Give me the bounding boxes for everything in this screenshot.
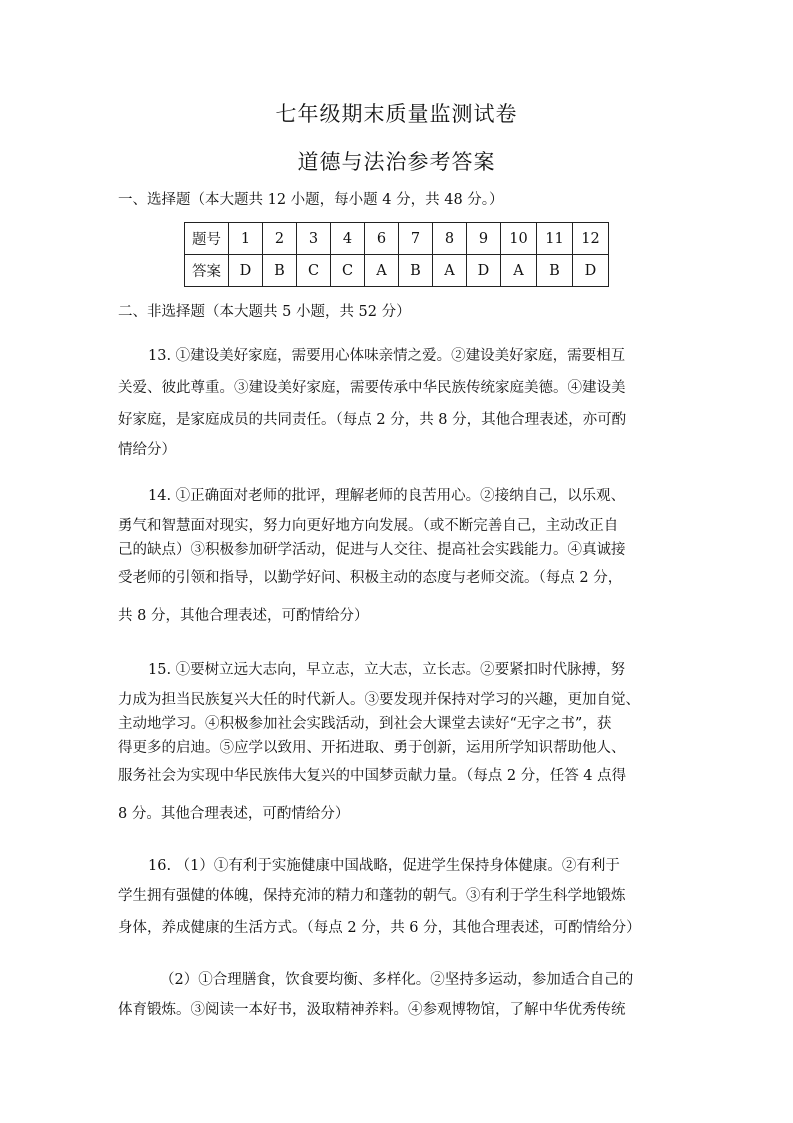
q14-line: 14. ①正确面对老师的批评，理解老师的良苦用心。②接纳自己，以乐观、: [148, 488, 626, 504]
table-cell-answer: A: [433, 255, 467, 287]
q13-line: 13. ①建设美好家庭，需要用心体味亲情之爱。②建设美好家庭，需要相互: [148, 348, 626, 364]
table-cell-number: 8: [433, 223, 467, 255]
table-cell-answer: A: [501, 255, 537, 287]
q16-part1-line: 16. （1）①有利于实施健康中国战略，促进学生保持身体健康。②有利于: [148, 858, 620, 874]
q15-line: 主动地学习。④积极参加社会实践活动，到社会大课堂去读好“无字之书”，获: [118, 716, 612, 732]
q16-part2-line: 体育锻炼。③阅读一本好书，汲取精神养料。④参观博物馆，了解中华优秀传统: [118, 1002, 626, 1018]
table-cell-answer: C: [297, 255, 331, 287]
q15-line: 8 分。其他合理表述，可酌情给分）: [118, 806, 350, 822]
table-cell-answer: B: [537, 255, 573, 287]
q16-part1-line: 身体，养成健康的生活方式。（每点 2 分，共 6 分，其他合理表述，可酌情给分）: [118, 920, 641, 936]
q14-line: 受老师的引领和指导，以勤学好问、积极主动的态度与老师交流。（每点 2 分，: [118, 570, 623, 586]
table-cell-number: 3: [297, 223, 331, 255]
q16-part1-line: 学生拥有强健的体魄，保持充沛的精力和蓬勃的朝气。③有利于学生科学地锻炼: [118, 888, 626, 904]
table-cell-number: 9: [467, 223, 501, 255]
q16-part2-line: （2）①合理膳食，饮食要均衡、多样化。②坚持多运动，参加适合自己的: [160, 972, 634, 988]
table-cell-label: 答案: [185, 255, 229, 287]
q13-line: 好家庭，是家庭成员的共同责任。（每点 2 分，共 8 分，其他合理表述，亦可酌: [118, 412, 627, 428]
table-cell-number: 11: [537, 223, 573, 255]
q14-line: 己的缺点）③积极参加研学活动，促进与人交往、提高社会实践能力。④真诚接: [118, 542, 626, 558]
table-cell-number: 12: [573, 223, 609, 255]
q14-line: 勇气和智慧面对现实，努力向更好地方向发展。（或不断完善自己，主动改正自: [118, 518, 619, 534]
table-cell-number: 6: [365, 223, 399, 255]
table-cell-answer: D: [229, 255, 263, 287]
q13-line: 关爱、彼此尊重。③建设美好家庭，需要传承中华民族传统家庭美德。④建设美: [118, 380, 626, 396]
section1-heading: 一、选择题（本大题共 12 小题，每小题 4 分，共 48 分。）: [118, 192, 504, 208]
table-cell-answer: D: [573, 255, 609, 287]
table-cell-number: 7: [399, 223, 433, 255]
table-cell-number: 10: [501, 223, 537, 255]
section2-heading: 二、非选择题（本大题共 5 小题，共 52 分）: [118, 304, 411, 320]
table-cell-number: 1: [229, 223, 263, 255]
q15-line: 15. ①要树立远大志向，早立志，立大志，立长志。②要紧扣时代脉搏，努: [148, 662, 626, 678]
table-cell-number: 4: [331, 223, 365, 255]
table-cell-answer: D: [467, 255, 501, 287]
q13-line: 情给分）: [118, 442, 176, 458]
q15-line: 得更多的启迪。⑤应学以致用、开拓进取、勇于创新，运用所学知识帮助他人、: [118, 740, 626, 756]
table-cell-answer: A: [365, 255, 399, 287]
exam-subtitle: 道德与法治参考答案: [297, 150, 496, 174]
q14-line: 共 8 分，其他合理表述，可酌情给分）: [118, 608, 369, 624]
table-cell-answer: C: [331, 255, 365, 287]
table-cell-number: 2: [263, 223, 297, 255]
table-row-numbers: [185, 223, 609, 255]
exam-title: 七年级期末质量监测试卷: [275, 102, 518, 126]
table-cell-answer: B: [399, 255, 433, 287]
q15-line: 力成为担当民族复兴大任的时代新人。③要发现并保持对学习的兴趣，更加自觉、: [118, 692, 640, 708]
q15-line: 服务社会为实现中华民族伟大复兴的中国梦贡献力量。（每点 2 分，任答 4 点得: [118, 768, 627, 784]
table-cell-label: 题号: [185, 223, 229, 255]
choice-answer-table: [184, 222, 609, 287]
table-cell-answer: B: [263, 255, 297, 287]
table-row-answers: [185, 255, 609, 287]
